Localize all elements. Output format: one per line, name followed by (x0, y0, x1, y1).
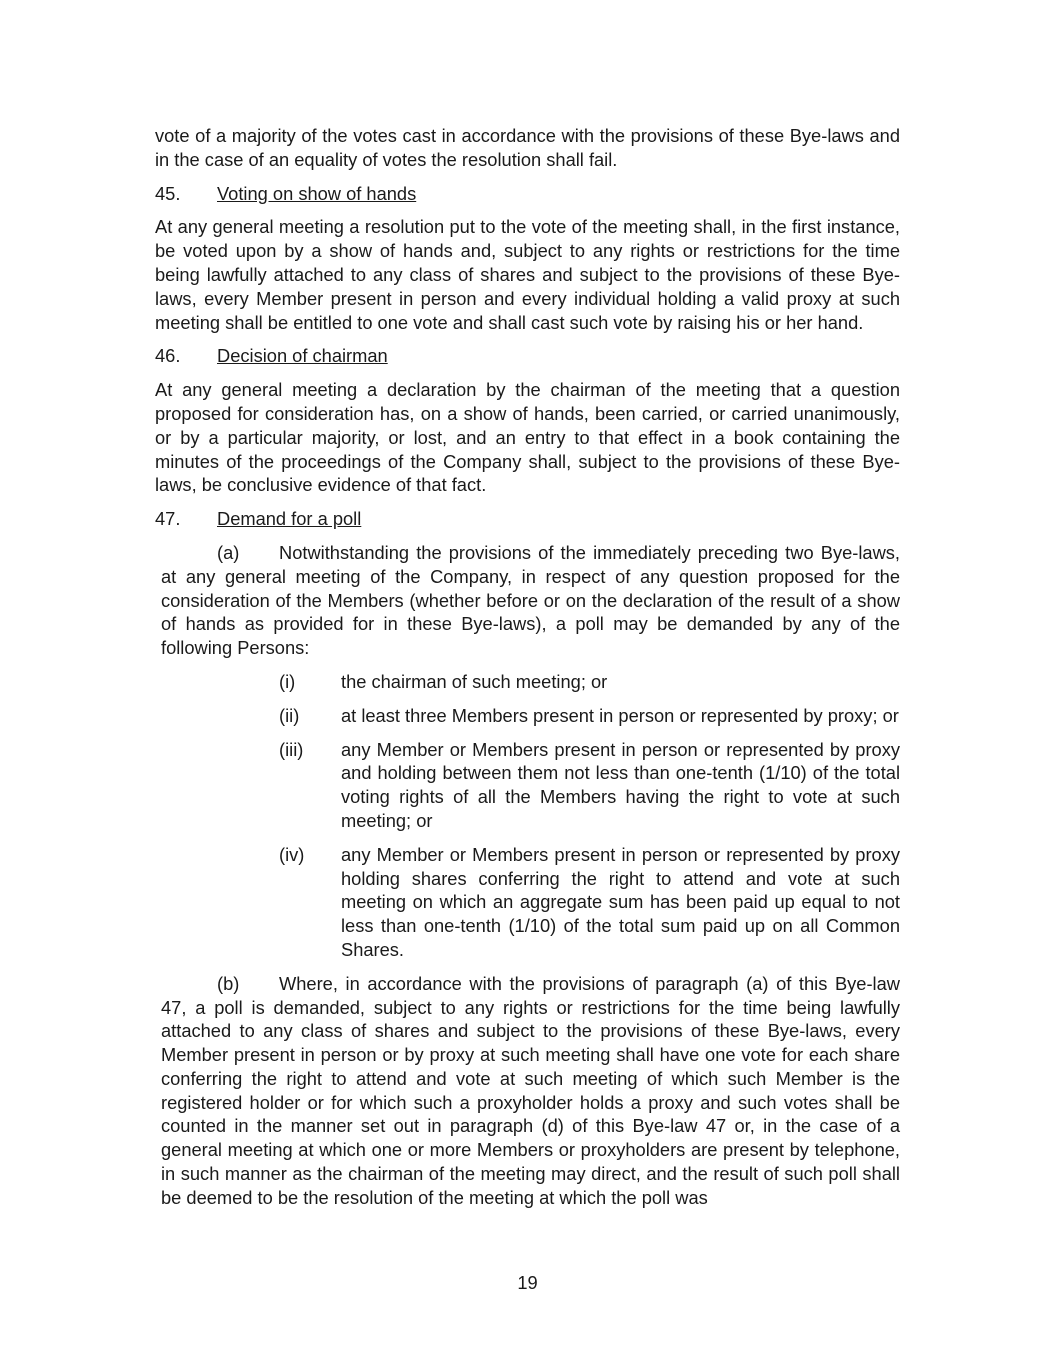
list-item (279, 738, 900, 833)
section-45-heading (155, 182, 900, 206)
list-item-text: the chairman of such meeting; or (341, 670, 608, 692)
list-item (279, 670, 900, 694)
intro-paragraph: vote of a majority of the votes cast in accordance with the provisions of these Bye-laws and in the case of an equality of votes the resolution shall fail. (155, 125, 900, 170)
paragraph-b (155, 972, 900, 1210)
section-number: 46. (155, 345, 181, 367)
list-item-text: at least three Members present in person or represented by proxy; or (341, 704, 899, 726)
document-page (155, 124, 900, 1220)
section-title: Demand for a poll (217, 508, 362, 530)
section-47-heading (155, 507, 900, 531)
section-46-body: At any general meeting a declaration by the chairman of the meeting that a question proposed for consideration has, on a show of hands, been carried, or carried unanimously, or by a particular majority, or lost, and an entry to that effect in a book containing the minutes of the proceedings of the Company shall, subject to the provisions of these Bye-laws, be conclusive evidence of that fact. (155, 379, 900, 496)
list-item-number: (iv) (279, 843, 305, 865)
paragraph-label: (b) (217, 972, 240, 994)
section-title: Voting on show of hands (217, 182, 417, 204)
paragraph-label: (a) (217, 541, 240, 563)
paragraph-text: Notwithstanding the provisions of the immediately preceding two Bye-laws, at any general meeting of the Company, in respect of any question proposed for the consideration of the Members (whether before or on the declaration of the result of a show of hands as provided for in these Bye-laws), a poll may be demanded by any of the following Persons: (161, 541, 900, 659)
paragraph-a (155, 541, 900, 660)
section-title: Decision of chairman (217, 345, 388, 367)
section-46-heading (155, 344, 900, 368)
list-item-text: any Member or Members present in person or represented by proxy and holding between them not less than one-tenth (1/10) of the total voting rights of all the Members having the right to vote at such meeting; or (341, 738, 900, 831)
list-item-text: any Member or Members present in person or represented by proxy holding shares conferring the right to attend and vote at such meeting on which an aggregate sum has been paid up equal to not less than one-tenth (1/10) of the total sum paid up on all Common Shares. (341, 843, 900, 960)
paragraph-text: Where, in accordance with the provisions of paragraph (a) of this Bye-law 47, a poll is demanded, subject to any rights or restrictions for the time being lawfully attached to any class of shares and subject to the provisions of these Bye-laws, every Member present in person or by proxy at such meeting shall have one vote for each share conferring the right to attend and vote at such meeting of which such Member is the registered holder or for which such a proxyholder holds a proxy and such votes shall be counted in the manner set out in paragraph (d) of this Bye-law 47 or, in the case of a general meeting at which one or more Members or proxyholders are present by telephone, in such manner as the chairman of the meeting may direct, and the result of such poll shall be deemed to be the resolution of the meeting at which the poll was (161, 972, 900, 1208)
list-item-number: (ii) (279, 704, 300, 726)
list-item (279, 843, 900, 962)
section-number: 47. (155, 508, 181, 530)
list-item (279, 704, 900, 728)
list-item-number: (iii) (279, 738, 304, 760)
section-number: 45. (155, 182, 181, 204)
list-item-number: (i) (279, 670, 296, 692)
page-number: 19 (517, 1272, 538, 1293)
section-45-body: At any general meeting a resolution put to the vote of the meeting shall, in the first instance, be voted upon by a show of hands and, subject to any rights or restrictions for the time being lawfully attached to any class of shares and subject to the provisions of these Bye-laws, every Member present in person and every individual holding a valid proxy at such meeting shall be entitled to one vote and shall cast such vote by raising his or her hand. (155, 216, 900, 333)
